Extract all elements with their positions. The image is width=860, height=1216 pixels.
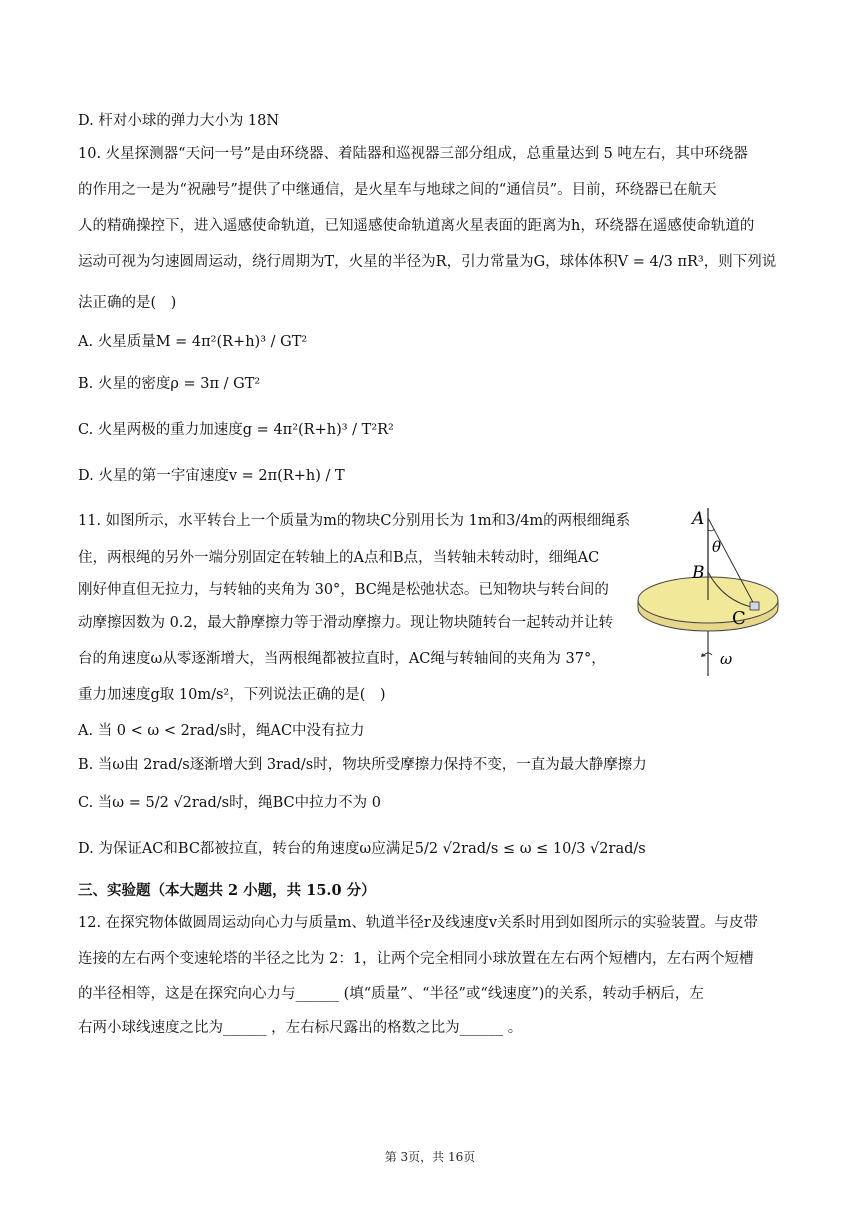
q12-stem-line-1: 12. 在探究物体做圆周运动向心力与质量m、轨道半径r及线速度v关系时用到如图所示的实验装置。与皮带 bbox=[78, 915, 759, 931]
q10-option-d: D. 火星的第一宇宙速度v = 2π(R+h) / T bbox=[78, 468, 345, 484]
q10-stem-line-3: 人的精确操控下，进入遥感使命轨道，已知遥感使命轨道离火星表面的距离为h，环绕器在遥感使命轨道的 bbox=[78, 218, 755, 234]
q12-stem-line-4: 右两小球线速度之比为______ ，左右标尺露出的格数之比为______ 。 bbox=[78, 1020, 523, 1036]
q11-option-b: B. 当ω由 2rad/s逐渐增大到 3rad/s时，物块所受摩擦力保持不变，一直为最大静摩擦力 bbox=[78, 757, 647, 773]
q10-option-b: B. 火星的密度ρ = 3π / GT² bbox=[78, 376, 261, 392]
q9-option-d: D. 杆对小球的弹力大小为 18N bbox=[78, 113, 280, 129]
q11-option-a: A. 当 0 < ω < 2rad/s时，绳AC中没有拉力 bbox=[78, 723, 365, 739]
q11-stem-line-2: 住，两根绳的另外一端分别固定在转轴上的A点和B点，当转轴未转动时，细绳AC bbox=[78, 550, 600, 566]
q10-stem-line-4: 运动可视为匀速圆周运动，绕行周期为T，火星的半径为R，引力常量为G，球体体积V = 4/3 πR³，则下列说 bbox=[78, 254, 777, 270]
q11-stem-line-6: 重力加速度g取 10m/s²，下列说法正确的是( ) bbox=[78, 687, 386, 703]
q10-stem-line-5: 法正确的是( ) bbox=[78, 295, 177, 311]
figure-label-b: B bbox=[692, 563, 705, 583]
figure-label-a: A bbox=[692, 509, 705, 529]
q12-stem-line-2: 连接的左右两个变速轮塔的半径之比为 2：1，让两个完全相同小球放置在左右两个短槽内，左右两个短槽 bbox=[78, 951, 754, 967]
q11-option-c: C. 当ω = 5/2 √2rad/s时，绳BC中拉力不为 0 bbox=[78, 795, 381, 811]
figure-label-omega: ω bbox=[720, 650, 733, 668]
q10-option-a: A. 火星质量M = 4π²(R+h)³ / GT² bbox=[78, 334, 308, 350]
section-3-title: 三、实验题（本大题共 2 小题，共 15.0 分） bbox=[78, 882, 376, 899]
q10-stem-line-1: 10. 火星探测器“天问一号”是由环绕器、着陆器和巡视器三部分组成，总重量达到 5 吨左右，其中环绕器 bbox=[78, 146, 748, 162]
q11-turntable-figure bbox=[632, 500, 782, 685]
page-footer: 第 3页，共 16页 bbox=[384, 1150, 476, 1164]
q11-stem-line-5: 台的角速度ω从零逐渐增大，当两根绳都被拉直时，AC绳与转轴间的夹角为 37°， bbox=[78, 651, 606, 667]
q11-option-d: D. 为保证AC和BC都被拉直，转台的角速度ω应满足5/2 √2rad/s ≤ ω ≤ 10/3 √2rad/s bbox=[78, 841, 646, 857]
q11-stem-line-4: 动摩擦因数为 0.2，最大静摩擦力等于滑动摩擦力。现让物块随转台一起转动并让转 bbox=[78, 615, 614, 631]
q11-stem-line-1: 11. 如图所示，水平转台上一个质量为m的物块C分别用长为 1m和3/4m的两根细绳系 bbox=[78, 513, 631, 529]
q10-stem-line-2: 的作用之一是为“祝融号”提供了中继通信，是火星车与地球之间的“通信员”。目前，环绕器已在航天 bbox=[78, 182, 717, 198]
q11-stem-line-3: 刚好伸直但无拉力，与转轴的夹角为 30°，BC绳是松弛状态。已知物块与转台间的 bbox=[78, 582, 609, 598]
figure-label-theta: θ bbox=[712, 538, 722, 556]
q10-option-c: C. 火星两极的重力加速度g = 4π²(R+h)³ / T²R² bbox=[78, 422, 394, 438]
figure-label-c: C bbox=[732, 608, 746, 629]
q12-stem-line-3: 的半径相等，这是在探究向心力与______ (填“质量”、“半径”或“线速度”)的关系，转动手柄后，左 bbox=[78, 986, 704, 1002]
